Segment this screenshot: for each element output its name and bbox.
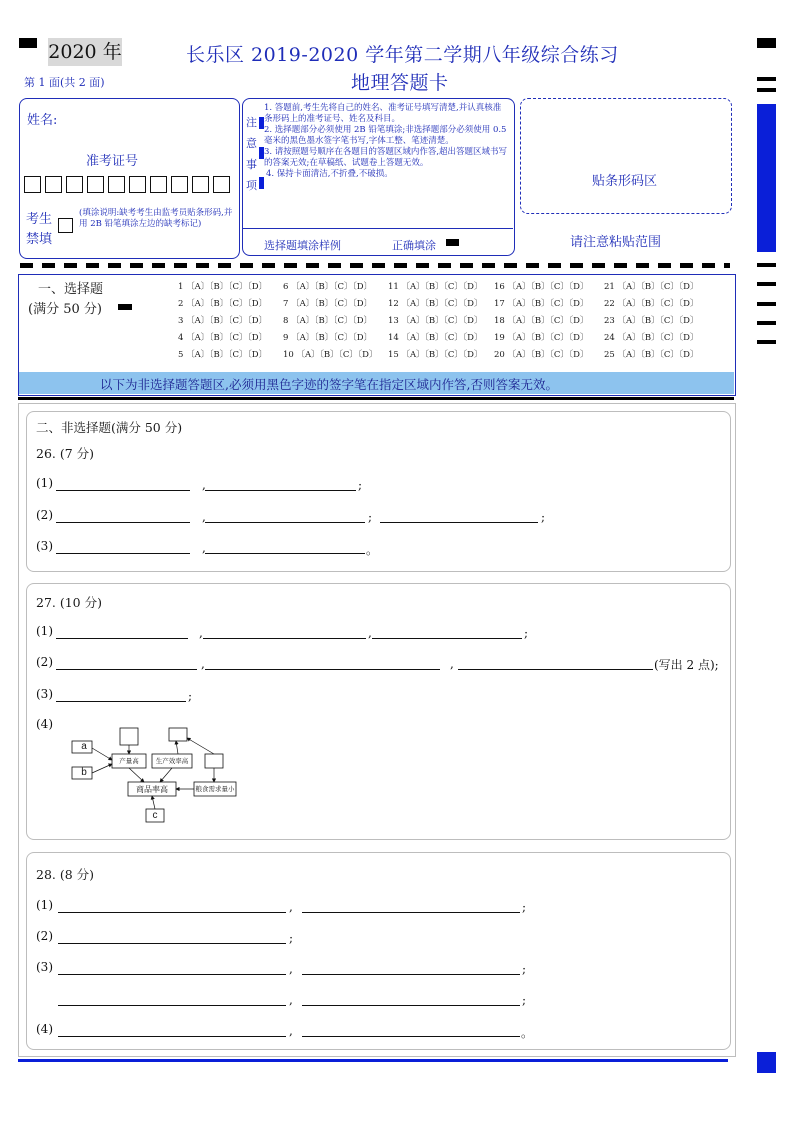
q27-part2-blank-2[interactable]	[205, 669, 440, 670]
notice-items: 1. 答题前,考生先将自己的姓名、准考证号填写清楚,并认真核准条形码上的准考证号、姓名及科目。 2. 选择题部分必须使用 2B 铅笔填涂;非选择题部分必须使用 0.5 毫米的黑色墨水签字笔书写,字体工整、笔迹清楚。 3. 请按照题号顺序在各题目的答题区域内作答,超出答题区域书写的答案无效;在草稿纸、试题卷上答题无效。 4. 保持卡面清洁,不折叠,不破损。	[264, 103, 508, 179]
dashed-separator	[20, 263, 730, 268]
q27-part1-blank-3[interactable]	[372, 638, 522, 639]
blank-box[interactable]	[120, 728, 138, 745]
answer-card-title: 地理答题卡	[351, 72, 449, 94]
semicolon: ;	[368, 510, 373, 524]
semicolon: ;	[188, 689, 193, 703]
choice-item-21[interactable]: 21 〔A〕〔B〕〔C〕〔D〕	[604, 282, 699, 292]
choice-item-12[interactable]: 12 〔A〕〔B〕〔C〕〔D〕	[388, 299, 483, 309]
comma: ,	[201, 657, 205, 671]
timing-mark	[757, 340, 776, 344]
comma: ,	[450, 657, 454, 671]
timing-mark	[757, 302, 776, 306]
choice-item-19[interactable]: 19 〔A〕〔B〕〔C〕〔D〕	[494, 333, 589, 343]
semicolon: ;	[524, 626, 529, 640]
choice-item-23[interactable]: 23 〔A〕〔B〕〔C〕〔D〕	[604, 316, 699, 326]
exam-id-label: 准考证号	[86, 154, 139, 169]
side-blue-square	[757, 1052, 776, 1073]
q26-part2-blank-2[interactable]	[205, 522, 365, 523]
choice-item-25[interactable]: 25 〔A〕〔B〕〔C〕〔D〕	[604, 350, 699, 360]
diagram-label-output: 产量高	[119, 757, 139, 765]
choice-grid[interactable]	[178, 280, 718, 364]
q26-part1-label: (1)	[36, 476, 53, 490]
alignment-mark-top-left	[19, 38, 37, 48]
year-label: 2020 年	[48, 38, 122, 66]
correct-fill-sample	[446, 239, 459, 246]
q28-part4-label: (4)	[36, 1022, 53, 1036]
comma: ,	[199, 626, 203, 640]
notice-divider	[243, 228, 513, 229]
timing-mark	[757, 263, 776, 267]
choice-item-15[interactable]: 15 〔A〕〔B〕〔C〕〔D〕	[388, 350, 483, 360]
comma: ,	[289, 993, 293, 1007]
q26-title: 26. (7 分)	[36, 446, 95, 461]
q26-part3-blank-2[interactable]	[205, 553, 365, 554]
choice-item-24[interactable]: 24 〔A〕〔B〕〔C〕〔D〕	[604, 333, 699, 343]
timing-mark	[757, 77, 776, 81]
absent-checkbox[interactable]	[58, 218, 73, 233]
comma: ,	[202, 478, 206, 492]
q27-part4-label: (4)	[36, 717, 53, 731]
choice-item-4[interactable]: 4 〔A〕〔B〕〔C〕〔D〕	[178, 333, 268, 343]
side-blue-bar	[757, 104, 776, 252]
q28-part2-blank-1[interactable]	[58, 943, 286, 944]
period: 。	[521, 1026, 534, 1040]
q28-part1-blank-2[interactable]	[302, 912, 520, 913]
alignment-mark-top-right	[757, 38, 776, 48]
q27-part1-label: (1)	[36, 624, 53, 638]
period: 。	[366, 543, 379, 557]
choice-item-10[interactable]: 10 〔A〕〔B〕〔C〕〔D〕	[283, 350, 378, 360]
absent-note: (填涂说明:缺考考生由监考员贴条形码,并用 2B 铅笔填涂左边的缺考标记)	[79, 208, 233, 229]
choice-item-1[interactable]: 1 〔A〕〔B〕〔C〕〔D〕	[178, 282, 268, 292]
q28-part4-blank-1[interactable]	[58, 1036, 286, 1037]
comma: ,	[202, 541, 206, 555]
q27-part3-blank-1[interactable]	[56, 701, 186, 702]
semicolon: ;	[522, 962, 527, 976]
choice-item-11[interactable]: 11 〔A〕〔B〕〔C〕〔D〕	[388, 282, 483, 292]
comma: ,	[289, 962, 293, 976]
choice-item-2[interactable]: 2 〔A〕〔B〕〔C〕〔D〕	[178, 299, 268, 309]
comma: ,	[368, 626, 372, 640]
q26-part2-label: (2)	[36, 508, 53, 522]
choice-item-3[interactable]: 3 〔A〕〔B〕〔C〕〔D〕	[178, 316, 268, 326]
choice-title: 一、选择题	[38, 282, 104, 297]
choice-marker	[118, 304, 132, 310]
exam-title: 长乐区 2019-2020 学年第二学期八年级综合练习	[186, 44, 619, 66]
q28-part2-label: (2)	[36, 929, 53, 943]
choice-item-16[interactable]: 16 〔A〕〔B〕〔C〕〔D〕	[494, 282, 589, 292]
q28-part3-label: (3)	[36, 960, 53, 974]
choice-item-9[interactable]: 9 〔A〕〔B〕〔C〕〔D〕	[283, 333, 373, 343]
semicolon: ;	[358, 478, 363, 492]
diagram-label-cost: 粮食需求量小	[195, 785, 235, 793]
diagram-label-c: c	[152, 810, 158, 821]
q28-title: 28. (8 分)	[36, 867, 95, 882]
choice-item-5[interactable]: 5 〔A〕〔B〕〔C〕〔D〕	[178, 350, 268, 360]
q28-part3-blank-2[interactable]	[302, 974, 520, 975]
choice-item-17[interactable]: 17 〔A〕〔B〕〔C〕〔D〕	[494, 299, 589, 309]
choice-item-14[interactable]: 14 〔A〕〔B〕〔C〕〔D〕	[388, 333, 483, 343]
exam-id-boxes[interactable]	[24, 176, 238, 197]
section-rule	[18, 397, 734, 400]
q26-part2-blank-1[interactable]	[56, 522, 190, 523]
q28-part1-label: (1)	[36, 898, 53, 912]
q28-part1-blank-1[interactable]	[58, 912, 286, 913]
choice-item-6[interactable]: 6 〔A〕〔B〕〔C〕〔D〕	[283, 282, 373, 292]
semicolon: ;	[522, 900, 527, 914]
q27-part2-blank-3[interactable]	[458, 669, 653, 670]
semicolon: ;	[289, 931, 294, 945]
absent-label-2: 禁填	[26, 232, 53, 247]
page-info: 第 1 面(共 2 面)	[24, 76, 105, 89]
timing-mark	[757, 282, 776, 286]
comma: ,	[202, 510, 206, 524]
diagram-label-market: 商品率高	[136, 785, 168, 794]
barcode-area	[520, 98, 732, 214]
q27-part2-note: (写出 2 点);	[654, 658, 719, 672]
blank-box[interactable]	[205, 754, 223, 768]
semicolon: ;	[522, 993, 527, 1007]
choice-item-8[interactable]: 8 〔A〕〔B〕〔C〕〔D〕	[283, 316, 373, 326]
q28-box	[26, 852, 731, 1050]
barcode-label: 贴条形码区	[592, 174, 658, 189]
comma: ,	[289, 1024, 293, 1038]
sample-label: 选择题填涂样例	[264, 239, 341, 252]
name-label: 姓名:	[27, 113, 58, 128]
non-choice-banner-text: 以下为非选择题答题区,必须用黑色字迹的签字笔在指定区域内作答,否则答案无效。	[100, 377, 558, 392]
q26-part3-blank-1[interactable]	[56, 553, 190, 554]
q27-title: 27. (10 分)	[36, 595, 102, 610]
q26-part1-blank-2[interactable]	[205, 490, 356, 491]
q28-part3-blank-3[interactable]	[58, 1005, 286, 1006]
correct-fill-label: 正确填涂	[392, 239, 436, 252]
q26-part2-blank-3[interactable]	[380, 522, 538, 523]
comma: ,	[289, 900, 293, 914]
q27-part2-label: (2)	[36, 655, 53, 669]
notice-side-label: 注 意 事 项	[246, 116, 257, 192]
choice-item-13[interactable]: 13 〔A〕〔B〕〔C〕〔D〕	[388, 316, 483, 326]
q27-part2-blank-1[interactable]	[56, 669, 197, 670]
timing-mark	[757, 88, 776, 92]
choice-score: (满分 50 分)	[28, 302, 102, 317]
choice-item-18[interactable]: 18 〔A〕〔B〕〔C〕〔D〕	[494, 316, 589, 326]
diagram-label-efficiency: 生产效率高	[155, 757, 189, 765]
choice-item-22[interactable]: 22 〔A〕〔B〕〔C〕〔D〕	[604, 299, 699, 309]
blank-box[interactable]	[169, 728, 187, 741]
q28-part3-blank-1[interactable]	[58, 974, 286, 975]
non-choice-title: 二、非选择题(满分 50 分)	[36, 420, 183, 435]
choice-item-7[interactable]: 7 〔A〕〔B〕〔C〕〔D〕	[283, 299, 373, 309]
timing-mark	[757, 321, 776, 325]
bottom-blue-rule	[18, 1059, 728, 1062]
choice-item-20[interactable]: 20 〔A〕〔B〕〔C〕〔D〕	[494, 350, 589, 360]
q26-part3-label: (3)	[36, 539, 53, 553]
q27-part1-blank-2[interactable]	[203, 638, 366, 639]
q26-part1-blank-1[interactable]	[56, 490, 190, 491]
q27-part1-blank-1[interactable]	[56, 638, 188, 639]
semicolon: ;	[541, 510, 546, 524]
barcode-hint: 请注意粘贴范围	[570, 235, 662, 250]
q28-part4-blank-2[interactable]	[302, 1036, 520, 1037]
diagram-label-a: a	[81, 741, 87, 752]
q27-part3-label: (3)	[36, 687, 53, 701]
q28-part3-blank-4[interactable]	[302, 1005, 520, 1006]
diagram-label-b: b	[81, 767, 87, 778]
absent-label-1: 考生	[26, 212, 53, 227]
